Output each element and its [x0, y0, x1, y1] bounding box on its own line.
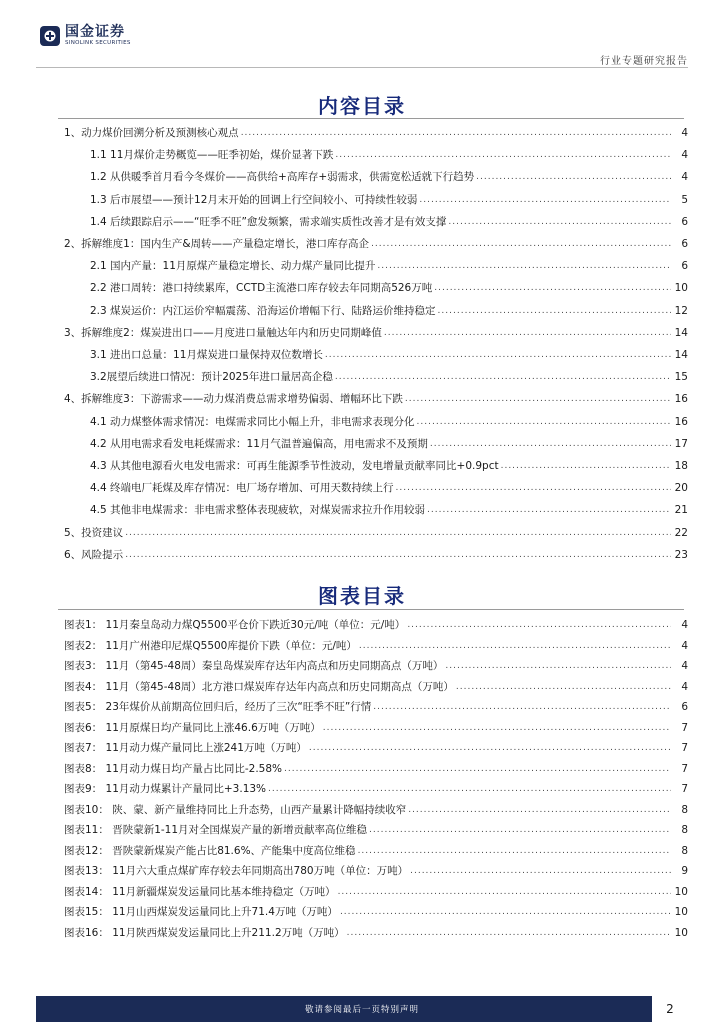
figure-entry-page-number: 7 — [681, 721, 688, 734]
dot-leader — [407, 618, 671, 632]
toc-entry-label: 3.1 进出口总量：11月煤炭进口量保持双位数增长 — [90, 349, 323, 361]
figure-entry-label: 图表2： 11月广州港印尼煤Q5500库提价下跌（单位：元/吨） — [64, 639, 357, 652]
toc-entry[interactable] — [90, 302, 688, 320]
toc-entry-label: 2.1 国内产量：11月原煤产量稳定增长、动力煤产量同比提升 — [90, 260, 376, 273]
figure-entry-page-number: 4 — [681, 680, 688, 693]
footer-disclaimer: 敬请参阅最后一页特别声明 — [304, 1005, 419, 1015]
figure-entry[interactable] — [64, 883, 688, 901]
toc-entry-label: 4.5 其他非电煤需求：非电需求整体表现疲软，对煤炭需求拉升作用较弱 — [90, 504, 426, 517]
dot-leader — [396, 481, 671, 495]
dot-leader — [125, 526, 671, 540]
logo-chinese-name: 国金证券 — [65, 24, 125, 40]
dot-leader — [369, 823, 671, 837]
toc-entry-label: 1.1 11月煤价走势概览——旺季初始，煤价显著下跌 — [90, 149, 334, 162]
figure-entry-page-number: 10 — [674, 885, 688, 898]
toc-entry-label: 3.2展望后续进口情况：预计2025年进口量居高企稳 — [90, 371, 333, 384]
dot-leader — [241, 126, 671, 140]
figure-entry[interactable] — [64, 739, 688, 757]
toc-entry[interactable] — [90, 413, 688, 431]
dot-leader — [410, 864, 671, 878]
toc-entry-label: 3、拆解维度2：煤炭进出口——月度进口量触达年内和历史同期峰值 — [64, 326, 382, 339]
toc-title-divider — [58, 118, 684, 119]
dot-leader — [358, 844, 671, 858]
toc-entry[interactable] — [64, 235, 688, 253]
toc-entry-label: 4.2 从用电需求看发电耗煤需求：11月气温普遍偏高，用电需求不及预期 — [90, 437, 428, 450]
toc-entry-page-number: 5 — [681, 193, 688, 206]
dot-leader — [340, 905, 671, 919]
toc-entry-page-number: 18 — [674, 460, 688, 472]
toc-entry[interactable] — [90, 368, 688, 386]
dot-leader — [371, 237, 671, 251]
toc-entry-label: 6、风险提示 — [64, 548, 124, 561]
figure-entry-label: 图表14： 11月新疆煤炭发运量同比基本维持稳定（万吨） — [64, 885, 336, 898]
dot-leader — [427, 503, 671, 517]
dot-leader — [430, 437, 671, 451]
figure-entry-page-number: 4 — [681, 660, 688, 672]
toc-entry[interactable] — [64, 390, 688, 408]
toc-entry-label: 1.2 从供暖季首月看今冬煤价——高供给+高库存+弱需求，供需宽松适就下行趋势 — [90, 171, 475, 184]
figure-entry[interactable] — [64, 924, 688, 942]
dot-leader — [419, 193, 671, 207]
toc-entry[interactable] — [90, 168, 688, 186]
toc-entry-label: 1.3 后市展望——预计12月末开始的回调上行空间较小、可持续性较弱 — [90, 193, 418, 206]
dot-leader — [456, 680, 671, 694]
toc-entry-page-number: 23 — [674, 548, 688, 561]
page-footer — [36, 996, 688, 1022]
figure-entry[interactable] — [64, 637, 688, 655]
dot-leader — [445, 659, 671, 673]
toc-entry[interactable] — [64, 124, 688, 142]
toc-entry[interactable] — [90, 191, 688, 209]
figure-entry-page-number: 7 — [681, 783, 688, 795]
figure-entry-page-number: 9 — [681, 865, 688, 877]
dot-leader — [284, 762, 671, 776]
figure-entry[interactable] — [64, 616, 688, 634]
dot-leader — [448, 215, 671, 229]
figure-entry-page-number: 6 — [681, 701, 688, 713]
dot-leader — [309, 741, 671, 755]
figure-entry[interactable] — [64, 719, 688, 737]
toc-entry-page-number: 16 — [674, 415, 688, 428]
dot-leader — [373, 700, 671, 714]
toc-entry-label: 1、动力煤价回溯分析及预测核心观点 — [64, 127, 239, 139]
toc-entry-label: 4.1 动力煤整体需求情况：电煤需求同比小幅上升，非电需求表现分化 — [90, 415, 415, 428]
toc-entry-page-number: 22 — [674, 526, 688, 539]
toc-entry-page-number: 14 — [674, 349, 688, 361]
dot-leader — [384, 326, 671, 340]
toc-entry-page-number: 6 — [681, 238, 688, 250]
figure-entry[interactable] — [64, 760, 688, 778]
report-type-label: 行业专题研究报告 — [600, 56, 688, 67]
toc-entry-page-number: 4 — [681, 127, 688, 139]
figure-entry-label: 图表13： 11月六大重点煤矿库存较去年同期高出780万吨（单位：万吨） — [64, 865, 409, 877]
figure-entry-page-number: 7 — [681, 762, 688, 775]
dot-leader — [347, 926, 671, 940]
toc-title: 内容目录 — [318, 94, 406, 118]
figure-entry-page-number: 4 — [681, 639, 688, 652]
toc-entry-page-number: 6 — [681, 215, 688, 228]
figure-entry-label: 图表15： 11月山西煤炭发运量同比上升71.4万吨（万吨） — [64, 906, 338, 918]
toc-entry-page-number: 21 — [674, 504, 688, 517]
toc-entry[interactable] — [90, 346, 688, 364]
dot-leader — [476, 170, 671, 184]
figure-entry-label: 图表3： 11月（第45-48周）秦皇岛煤炭库存达年内高点和历史同期高点（万吨） — [64, 660, 444, 672]
dot-leader — [335, 148, 671, 162]
figure-entry-label: 图表9： 11月动力煤累计产量同比+3.13% — [64, 783, 267, 795]
toc-entry[interactable] — [90, 479, 688, 497]
figure-entry-page-number: 10 — [674, 906, 688, 918]
toc-entry[interactable] — [90, 213, 688, 231]
figure-entry-label: 图表1： 11月秦皇岛动力煤Q5500平仓价下跌近30元/吨（单位：元/吨） — [64, 619, 406, 631]
toc-entry[interactable] — [90, 435, 688, 453]
figure-entry-label: 图表10： 陕、蒙、新产量维持同比上升态势，山西产量累计降幅持续收窄 — [64, 803, 407, 816]
toc-entry-label: 4.3 从其他电源看火电发电需求：可再生能源季节性波动，发电增量贡献率同比+0.9pct — [90, 460, 499, 472]
figure-entry-page-number: 8 — [681, 824, 688, 836]
toc-entry-page-number: 10 — [674, 282, 688, 295]
figure-entry[interactable] — [64, 842, 688, 860]
dot-leader — [434, 281, 671, 295]
figure-entry[interactable] — [64, 903, 688, 921]
dot-leader — [335, 370, 671, 384]
figure-entry[interactable] — [64, 678, 688, 696]
dot-leader — [325, 348, 671, 362]
figure-entry-label: 图表11： 晋陕蒙新1-11月对全国煤炭产量的新增贡献率高位维稳 — [64, 824, 368, 836]
toc-entry-page-number: 14 — [674, 326, 688, 339]
dot-leader — [417, 415, 671, 429]
figure-entry-label: 图表12： 晋陕蒙新煤炭产能占比81.6%、产能集中度高位维稳 — [64, 844, 356, 857]
toc-entry[interactable] — [90, 457, 688, 475]
toc-entry-page-number: 4 — [681, 171, 688, 184]
dot-leader — [338, 885, 671, 899]
toc-entry-label: 4、拆解维度3：下游需求——动力煤消费总需求增势偏弱、增幅环比下跌 — [64, 393, 403, 406]
figure-entry-label: 图表5： 23年煤价从前期高位回归后，经历了三次“旺季不旺”行情 — [64, 701, 372, 713]
toc-entry-label: 2.2 港口周转：港口持续累库，CCTD主流港口库存较去年同期高526万吨 — [90, 282, 433, 295]
dot-leader — [125, 548, 671, 562]
figure-entry-page-number: 10 — [674, 926, 688, 939]
toc-entry-page-number: 4 — [681, 149, 688, 162]
toc-entry-label: 2.3 煤炭运价：内江运价窄幅震荡、沿海运价增幅下行、陆路运价维持稳定 — [90, 304, 436, 317]
toc-entry-page-number: 20 — [674, 482, 688, 495]
toc-entry[interactable] — [90, 501, 688, 519]
figure-entry-label: 图表4： 11月（第45-48周）北方港口煤炭库存达年内高点和历史同期高点（万吨） — [64, 680, 454, 693]
figure-entry[interactable] — [64, 698, 688, 716]
toc-entry-label: 1.4 后续跟踪启示——“旺季不旺”愈发频繁，需求端实质性改善才是有效支撑 — [90, 215, 447, 228]
sinolink-logo — [40, 25, 131, 47]
figure-entry[interactable] — [64, 862, 688, 880]
page-number: 2 — [652, 996, 688, 1022]
toc-entry[interactable] — [64, 524, 688, 542]
figure-entry-page-number: 7 — [681, 742, 688, 754]
figure-entry-label: 图表7： 11月动力煤产量同比上涨241万吨（万吨） — [64, 742, 307, 754]
figure-entry[interactable] — [64, 821, 688, 839]
toc-entry-page-number: 6 — [681, 260, 688, 273]
dot-leader — [377, 259, 671, 273]
figures-title-divider — [58, 609, 684, 610]
figure-entry[interactable] — [64, 801, 688, 819]
dot-leader — [408, 803, 671, 817]
toc-entry-label: 5、投资建议 — [64, 526, 124, 539]
figure-entry[interactable] — [64, 780, 688, 798]
dot-leader — [359, 639, 671, 653]
toc-entry[interactable] — [90, 279, 688, 297]
toc-entry[interactable] — [90, 146, 688, 164]
toc-entry-page-number: 12 — [674, 304, 688, 317]
figure-entry-page-number: 8 — [681, 803, 688, 816]
dot-leader — [323, 721, 671, 735]
toc-entry-page-number: 15 — [674, 371, 688, 384]
figure-entry-page-number: 4 — [681, 619, 688, 631]
toc-entry-label: 2、拆解维度1：国内生产&周转——产量稳定增长，港口库存高企 — [64, 238, 370, 250]
dot-leader — [268, 782, 671, 796]
toc-entry-page-number: 17 — [674, 437, 688, 450]
logo-english-name: SINOLINK SECURITIES — [65, 40, 131, 46]
toc-entry[interactable] — [90, 257, 688, 275]
page-header — [0, 0, 724, 68]
figure-entry[interactable] — [64, 657, 688, 675]
toc-entry-page-number: 16 — [674, 393, 688, 406]
toc-entry-label: 4.4 终端电厂耗煤及库存情况：电厂场存增加、可用天数持续上行 — [90, 482, 394, 495]
figure-entry-page-number: 8 — [681, 844, 688, 857]
dot-leader — [501, 459, 671, 473]
figure-entry-label: 图表8： 11月动力煤日均产量占比同比-2.58% — [64, 762, 283, 775]
sinolink-logo-icon — [40, 26, 60, 46]
figures-title: 图表目录 — [318, 584, 406, 608]
figure-entry-label: 图表16： 11月陕西煤炭发运量同比上升211.2万吨（万吨） — [64, 926, 345, 939]
toc-entry[interactable] — [64, 324, 688, 342]
header-divider — [36, 67, 688, 68]
dot-leader — [405, 392, 671, 406]
toc-entry[interactable] — [64, 546, 688, 564]
dot-leader — [438, 304, 671, 318]
figure-entry-label: 图表6： 11月原煤日均产量同比上涨46.6万吨（万吨） — [64, 721, 321, 734]
